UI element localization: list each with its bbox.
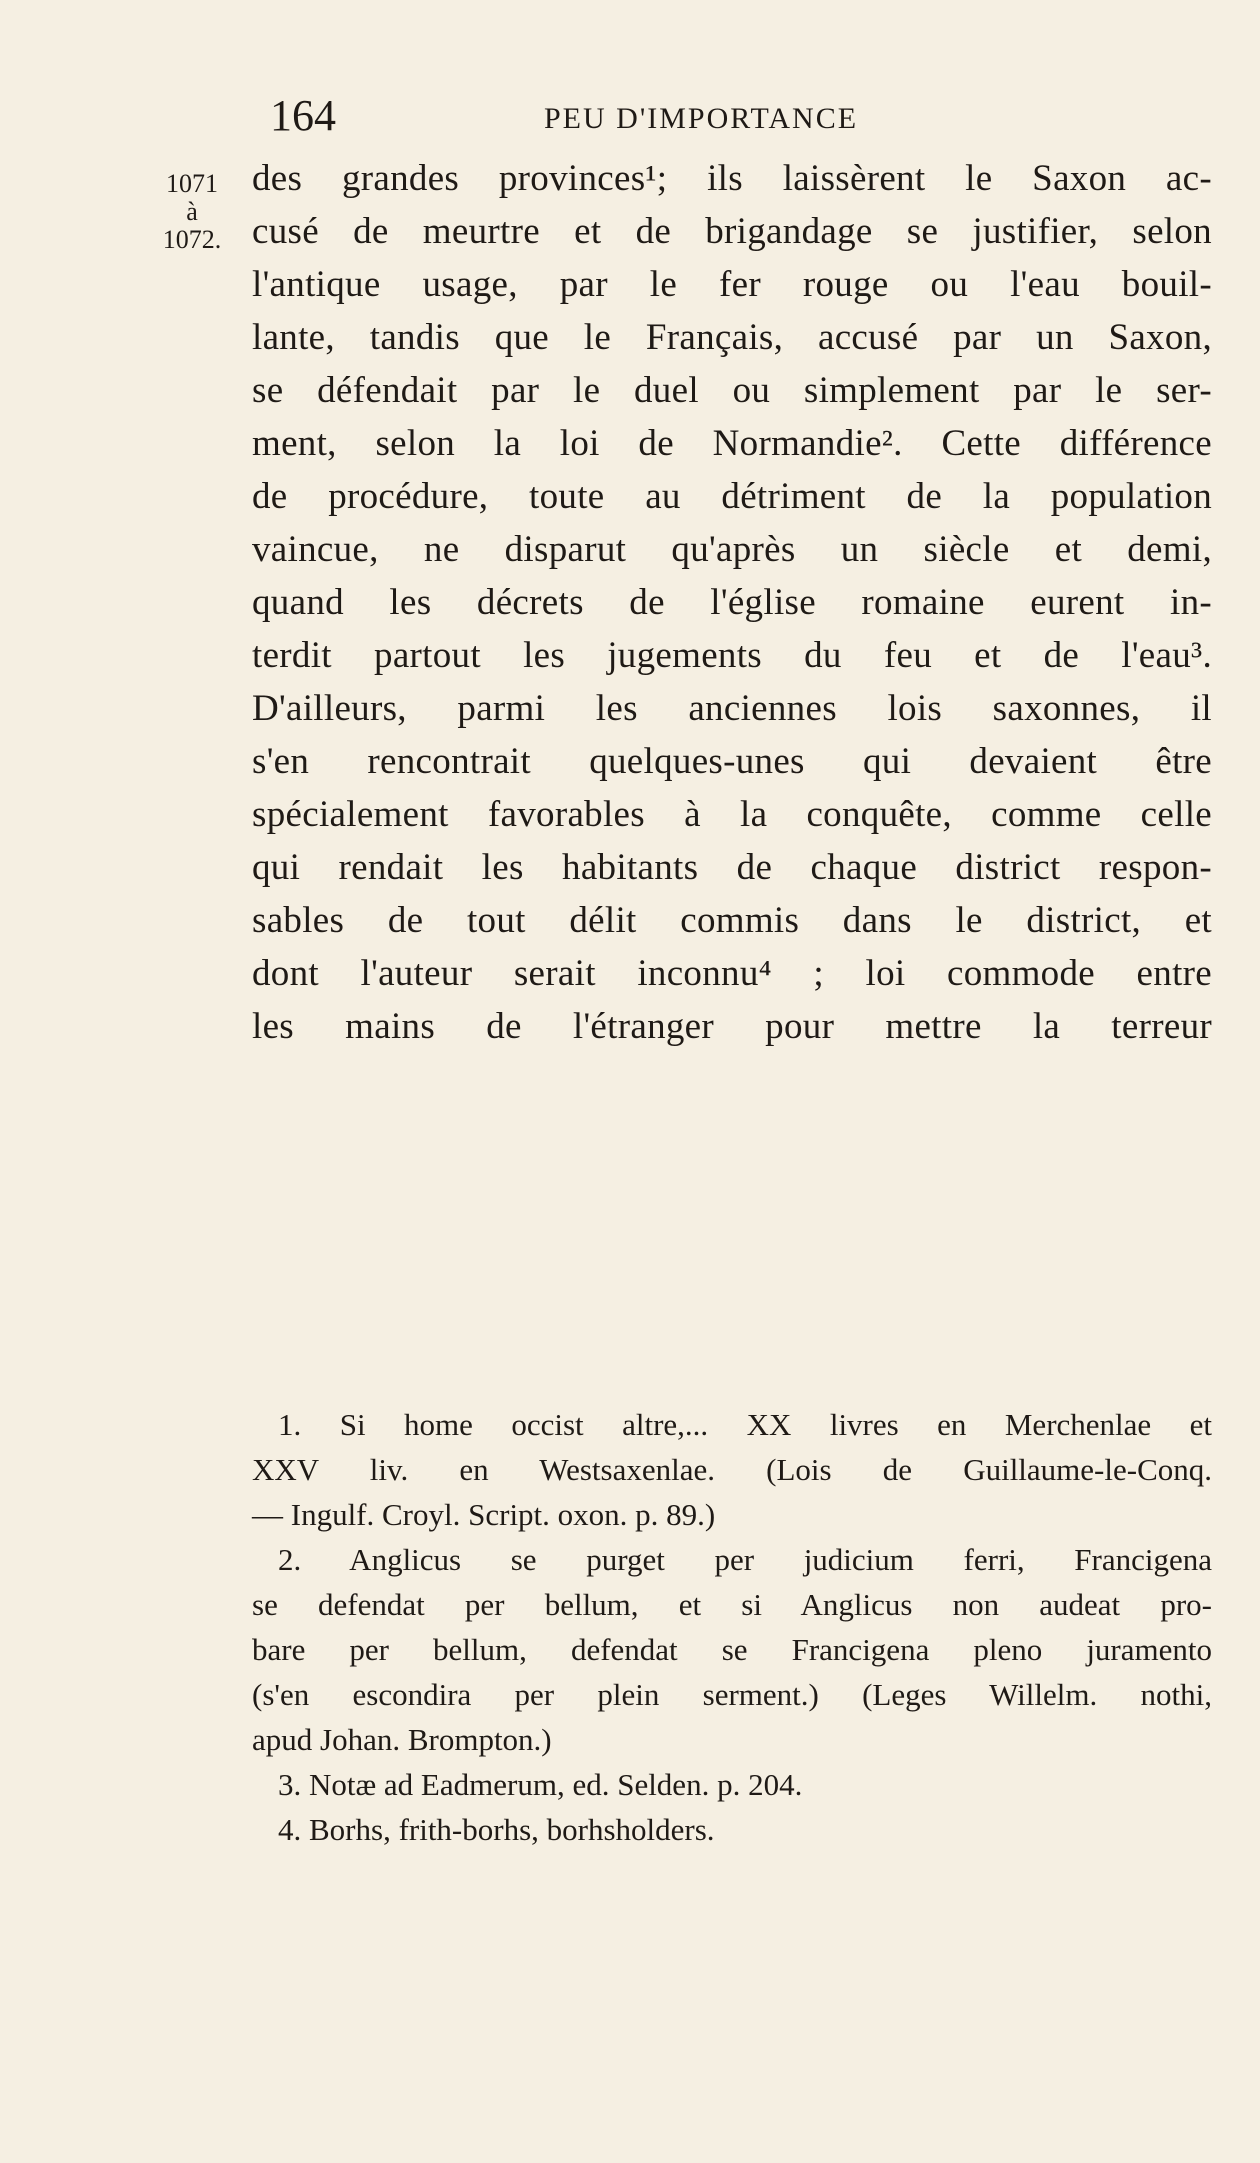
- footnote-line: apud Johan. Brompton.): [252, 1722, 552, 1757]
- page-header: [252, 86, 952, 146]
- footnote-line: 1. Si home occist altre,... XX livres en Merchenlae et: [278, 1407, 1212, 1442]
- footnote-line: (s'en escondira per plein serment.) (Leges Willelm. nothi,: [252, 1677, 1212, 1712]
- body-line: dont l'auteur serait inconnu⁴ ; loi commode entre: [252, 953, 1212, 994]
- footnotes: [252, 1402, 1212, 1852]
- body-line: s'en rencontrait quelques-unes qui devaient être: [252, 741, 1212, 782]
- body-line: qui rendait les habitants de chaque district respon-: [252, 847, 1212, 888]
- body-line: l'antique usage, par le fer rouge ou l'eau bouil-: [252, 264, 1212, 305]
- body-line: sables de tout délit commis dans le district, et: [252, 900, 1212, 941]
- body-line: quand les décrets de l'église romaine eurent in-: [252, 582, 1212, 623]
- footnote-line: 3. Notæ ad Eadmerum, ed. Selden. p. 204.: [278, 1767, 803, 1802]
- body-line: terdit partout les jugements du feu et de l'eau³.: [252, 635, 1212, 676]
- margin-date-start: 1071: [166, 169, 218, 198]
- main-text: [252, 152, 1212, 1053]
- footnote-line: se defendat per bellum, et si Anglicus non audeat pro-: [252, 1587, 1212, 1622]
- body-line: cusé de meurtre et de brigandage se justifier, selon: [252, 211, 1212, 252]
- footnote-line: XXV liv. en Westsaxenlae. (Lois de Guillaume-le-Conq.: [252, 1452, 1212, 1487]
- body-line: de procédure, toute au détriment de la population: [252, 476, 1212, 517]
- body-line: des grandes provinces¹; ils laissèrent le Saxon ac-: [252, 158, 1212, 199]
- body-line: se défendait par le duel ou simplement par le ser-: [252, 370, 1212, 411]
- margin-date-separator: à: [186, 197, 198, 226]
- body-line: vaincue, ne disparut qu'après un siècle et demi,: [252, 529, 1212, 570]
- body-line: ment, selon la loi de Normandie². Cette différence: [252, 423, 1212, 464]
- body-line: lante, tandis que le Français, accusé par un Saxon,: [252, 317, 1212, 358]
- page-number: 164: [270, 91, 336, 140]
- footnote-line: 2. Anglicus se purget per judicium ferri, Francigena: [278, 1542, 1212, 1577]
- margin-date: [142, 170, 242, 254]
- footnote-line: 4. Borhs, frith-borhs, borhsholders.: [278, 1812, 715, 1847]
- body-line: les mains de l'étranger pour mettre la terreur: [252, 1006, 1212, 1047]
- body-line: spécialement favorables à la conquête, comme celle: [252, 794, 1212, 835]
- running-title: PEU D'IMPORTANCE: [544, 102, 859, 135]
- body-line: D'ailleurs, parmi les anciennes lois saxonnes, il: [252, 688, 1212, 729]
- footnote-line: bare per bellum, defendat se Francigena pleno juramento: [252, 1632, 1212, 1667]
- margin-date-end: 1072.: [162, 225, 222, 254]
- footnote-line: — Ingulf. Croyl. Script. oxon. p. 89.): [252, 1497, 716, 1532]
